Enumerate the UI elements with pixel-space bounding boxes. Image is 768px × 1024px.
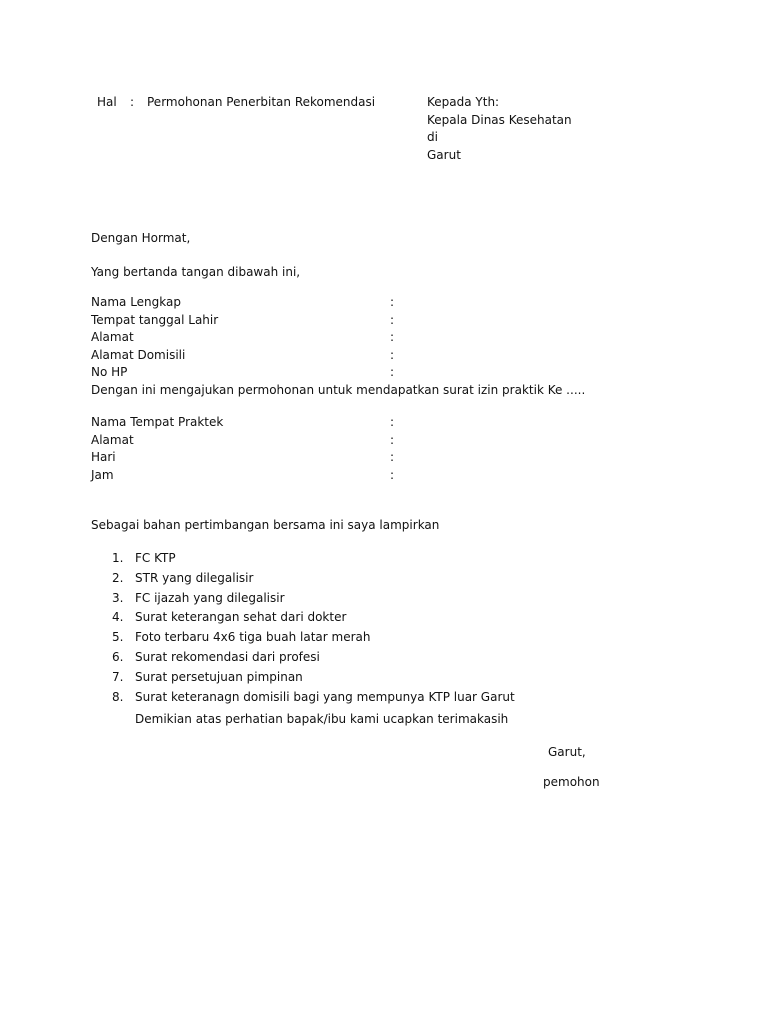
list-number: 7. (112, 669, 124, 684)
field-label: Nama Lengkap (91, 295, 181, 309)
field-row (91, 347, 411, 365)
field-label: Nama Tempat Praktek (91, 415, 224, 429)
attachments-intro: Sebagai bahan pertimbangan bersama ini saya lampirkan (91, 518, 440, 532)
field-colon: : (390, 347, 395, 362)
signature-place: Garut, (548, 745, 586, 759)
list-number: 5. (112, 630, 124, 645)
list-number: 8. (112, 689, 124, 704)
salutation: Dengan Hormat, (91, 231, 191, 245)
field-label: Alamat (91, 330, 134, 344)
field-row (91, 312, 411, 330)
list-number: 1. (112, 551, 124, 565)
field-label: Jam (91, 467, 114, 482)
list-text: FC KTP (135, 551, 176, 565)
recipient-line: Kepala Dinas Kesehatan (427, 112, 572, 127)
field-colon: : (390, 450, 395, 464)
field-colon: : (390, 330, 395, 344)
field-label: No HP (91, 365, 128, 379)
field-row (91, 329, 411, 347)
subject-value: Permohonan Penerbitan Rekomendasi (147, 95, 376, 109)
field-row (91, 449, 411, 467)
list-number: 3. (112, 590, 124, 605)
field-row (91, 432, 411, 450)
field-label: Hari (91, 450, 116, 464)
list-number: 2. (112, 570, 124, 585)
applicant-fields (91, 294, 411, 382)
field-colon: : (390, 432, 395, 447)
subject-label: Hal (97, 95, 117, 109)
recipient-line: Kepada Yth: (427, 95, 500, 109)
recipient-line: di (427, 130, 438, 144)
field-colon: : (390, 415, 395, 429)
field-colon: : (390, 312, 395, 327)
signature-role: pemohon (543, 775, 600, 789)
list-text: Surat keterangan sehat dari dokter (135, 610, 347, 625)
request-text: Dengan ini mengajukan permohonan untuk mendapatkan surat izin praktik Ke ..... (91, 383, 586, 397)
practice-fields (91, 414, 411, 484)
intro-text: Yang bertanda tangan dibawah ini, (91, 265, 301, 279)
field-label: Alamat Domisili (91, 347, 186, 362)
list-text: Surat keteranagn domisili bagi yang mempunya KTP luar Garut (135, 689, 515, 704)
list-text: Foto terbaru 4x6 tiga buah latar merah (135, 630, 371, 645)
list-text: FC ijazah yang dilegalisir (135, 590, 285, 605)
recipient-line: Garut (427, 147, 461, 162)
list-text: Surat persetujuan pimpinan (135, 669, 303, 684)
subject-colon: : (130, 95, 135, 109)
list-number: 4. (112, 610, 124, 625)
field-row (91, 467, 411, 485)
field-colon: : (390, 467, 395, 482)
field-label: Alamat (91, 432, 134, 447)
field-row (91, 414, 411, 432)
field-row (91, 364, 411, 382)
field-row (91, 294, 411, 312)
list-number: 6. (112, 649, 124, 664)
list-text: STR yang dilegalisir (135, 570, 254, 585)
field-label: Tempat tanggal Lahir (91, 312, 219, 327)
field-colon: : (390, 365, 395, 379)
recipient-block (427, 94, 572, 164)
closing-text: Demikian atas perhatian bapak/ibu kami ucapkan terimakasih (135, 712, 509, 726)
field-colon: : (390, 295, 395, 309)
list-text: Surat rekomendasi dari profesi (135, 649, 320, 664)
